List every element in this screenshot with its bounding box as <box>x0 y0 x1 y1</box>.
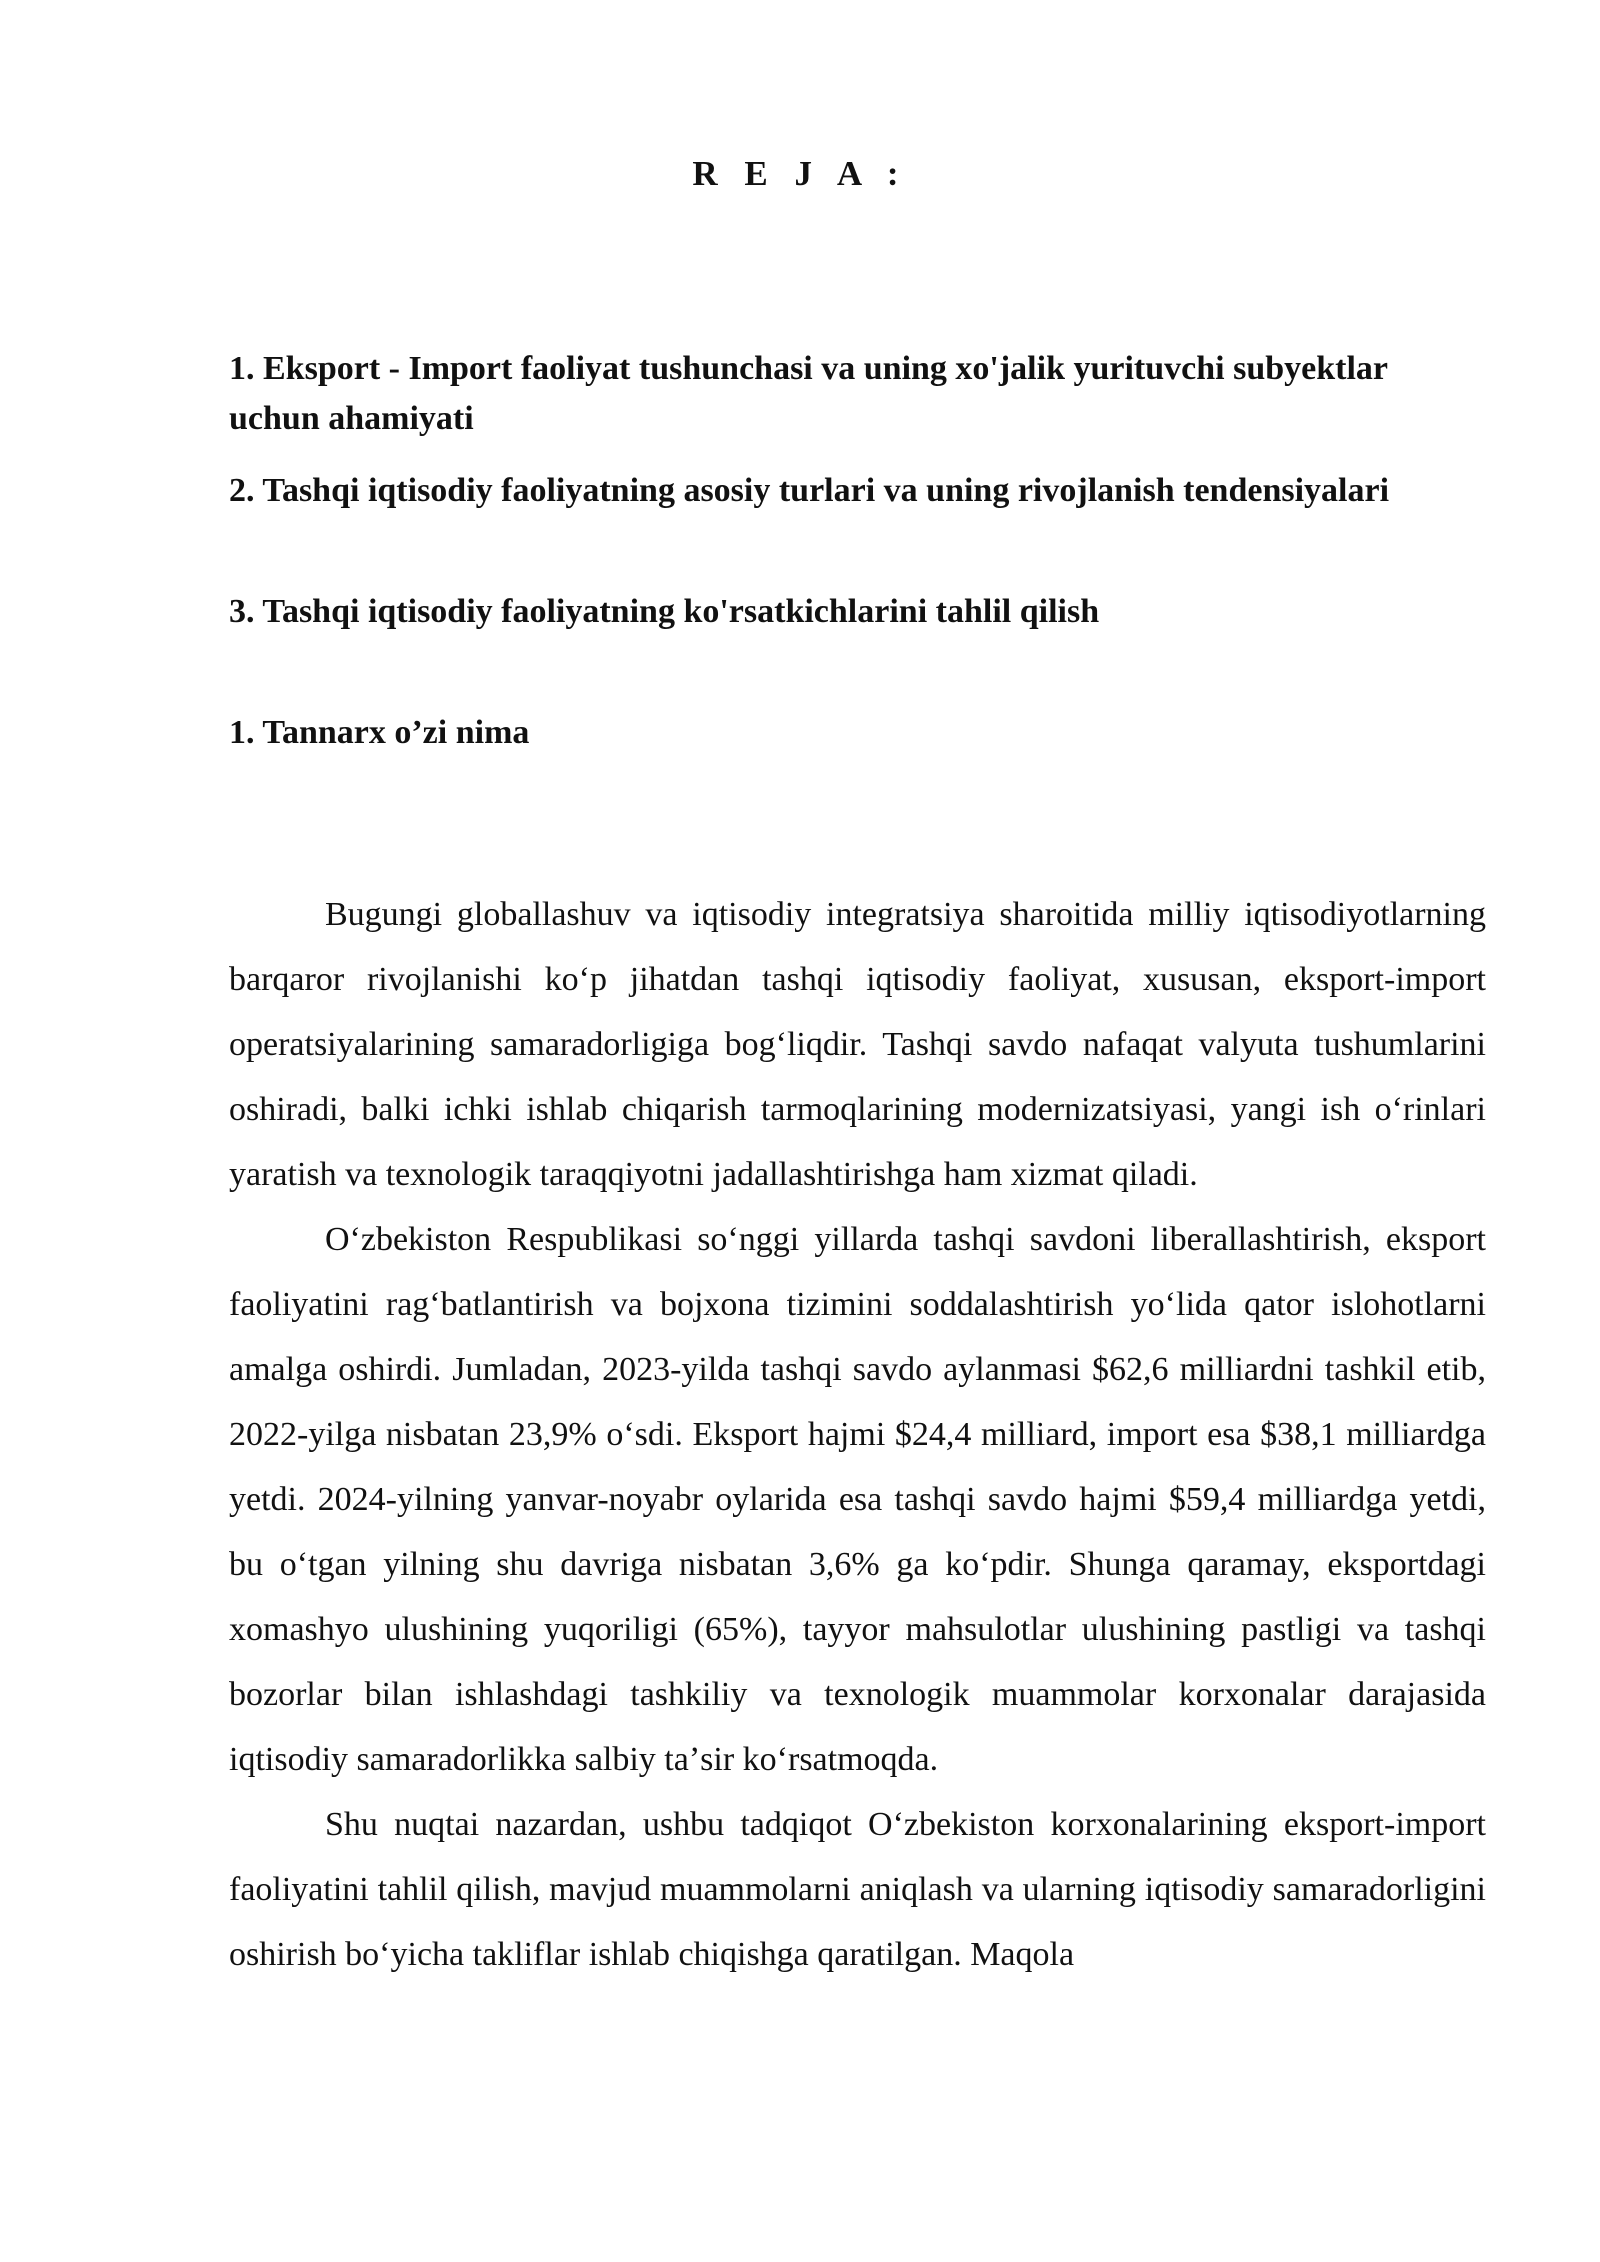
plan-item-2: 2. Tashqi iqtisodiy faoliyatning asosiy turlari va uning rivojlanish tendensiyalari <box>229 472 1390 509</box>
document-title: R E J A : <box>692 154 908 193</box>
paragraph-3: Shu nuqtai nazardan, ushbu tadqiqot Oʻzbekiston korxonalarining eksport-import faoliyatini tahlil qilish, mavjud muammolarni aniqlash va ularning iqtisodiy samaradorligini oshirish boʻyicha takliflar ishlab chiqishga qaratilgan. Maqola <box>229 1806 1486 1973</box>
paragraph-2: Oʻzbekiston Respublikasi soʻnggi yillarda tashqi savdoni liberallashtirish, eksport faoliyatini ragʻbatlantirish va bojxona tizimini soddalashtirish yoʻlida qator islohotlarni amalga oshirdi. Jumladan, 2023-yilda tashqi savdo aylanmasi $62,6 milliardni tashkil etib, 2022-yilga nisbatan 23,9% oʻsdi. Eksport hajmi $24,4 milliard, import esa $38,1 milliardga yetdi. 2024-yilning yanvar-noyabr oylarida esa tashqi savdo hajmi $59,4 milliardga yetdi, bu oʻtgan yilning shu davriga nisbatan 3,6% ga koʻpdir. Shunga qaramay, eksportdagi xomashyo ulushining yuqoriligi (65%), tayyor mahsulotlar ulushining pastligi va tashqi bozorlar bilan ishlashdagi tashkiliy va texnologik muammolar korxonalar darajasida iqtisodiy samaradorlikka salbiy taʼsir koʻrsatmoqda. <box>229 1221 1486 1778</box>
plan-item-3: 3. Tashqi iqtisodiy faoliyatning ko'rsatkichlarini tahlil qilish <box>229 593 1100 630</box>
plan-item-1: 1. Eksport - Import faoliyat tushunchasi va uning xo'jalik yurituvchi subyektlar uchun ahamiyati <box>229 350 1388 437</box>
section-heading: 1. Tannarx o’zi nima <box>229 714 530 751</box>
paragraph-1: Bugungi globallashuv va iqtisodiy integratsiya sharoitida milliy iqtisodiyotlarning barqaror rivojlanishi koʻp jihatdan tashqi iqtisodiy faoliyat, xususan, eksport-import operatsiyalarining samaradorligiga bogʻliqdir. Tashqi savdo nafaqat valyuta tushumlarini oshiradi, balki ichki ishlab chiqarish tarmoqlarining modernizatsiyasi, yangi ish oʻrinlari yaratish va texnologik taraqqiyotni jadallashtirishga ham xizmat qiladi. <box>229 896 1486 1193</box>
body-text <box>229 882 1486 1987</box>
